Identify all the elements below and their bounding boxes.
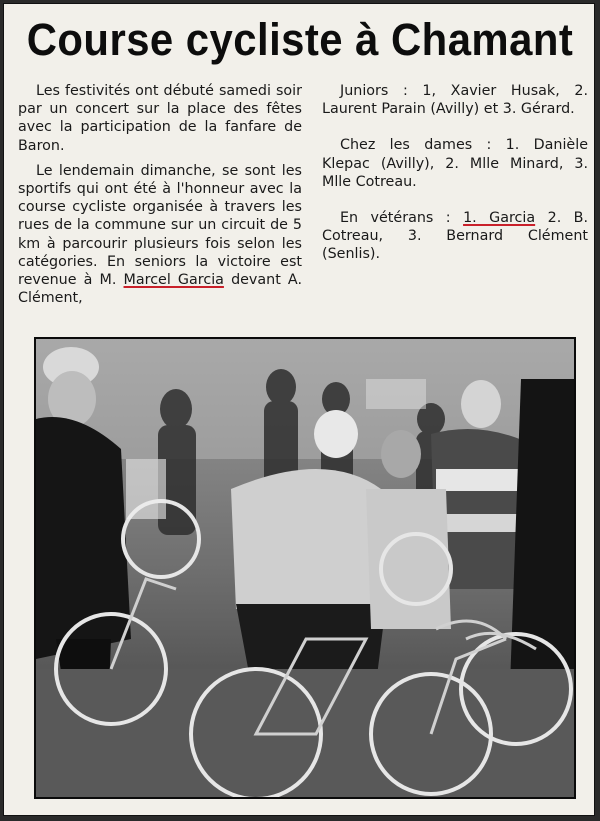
article-right-column [322,82,588,282]
paragraph-festivities: Les festivités ont débuté samedi soir par un concert sur la place des fêtes avec la participation de la fanfare de Baron. [18,83,302,154]
headline: Course cycliste à Chamant [26,14,574,65]
veterans-label: En vétérans : [340,210,451,227]
newspaper-clipping [3,3,595,816]
results-veterans [322,209,588,264]
paragraph-race [18,162,302,308]
winner-name-underlined: Marcel Garcia [123,272,224,289]
results-juniors: Juniors : 1, Xavier Husak, 2. Laurent Parain (Avilly) et 3. Gérard. [322,83,588,118]
article-left-column [18,82,302,314]
veteran-winner-underlined: 1. Garcia [463,210,536,227]
cyclists-photo-illustration [36,339,574,797]
results-women: Chez les dames : 1. Danièle Klepac (Avilly), 2. Mlle Minard, 3. Mlle Cotreau. [322,137,588,190]
race-photo [34,337,576,799]
race-text-end: devant A. Clément, [18,272,303,307]
veterans-rest: 2. B. Cotreau, 3. Bernard Clément (Senlis). [322,210,589,263]
race-text: Le lendemain dimanche, se sont les sportifs qui ont été à l'honneur avec la course cycliste organisée à travers les rues de la commune sur un circuit de 5 km à parcourir plusieurs fois selon les catégories. En seniors la victoire est revenue à M. [18,162,302,289]
